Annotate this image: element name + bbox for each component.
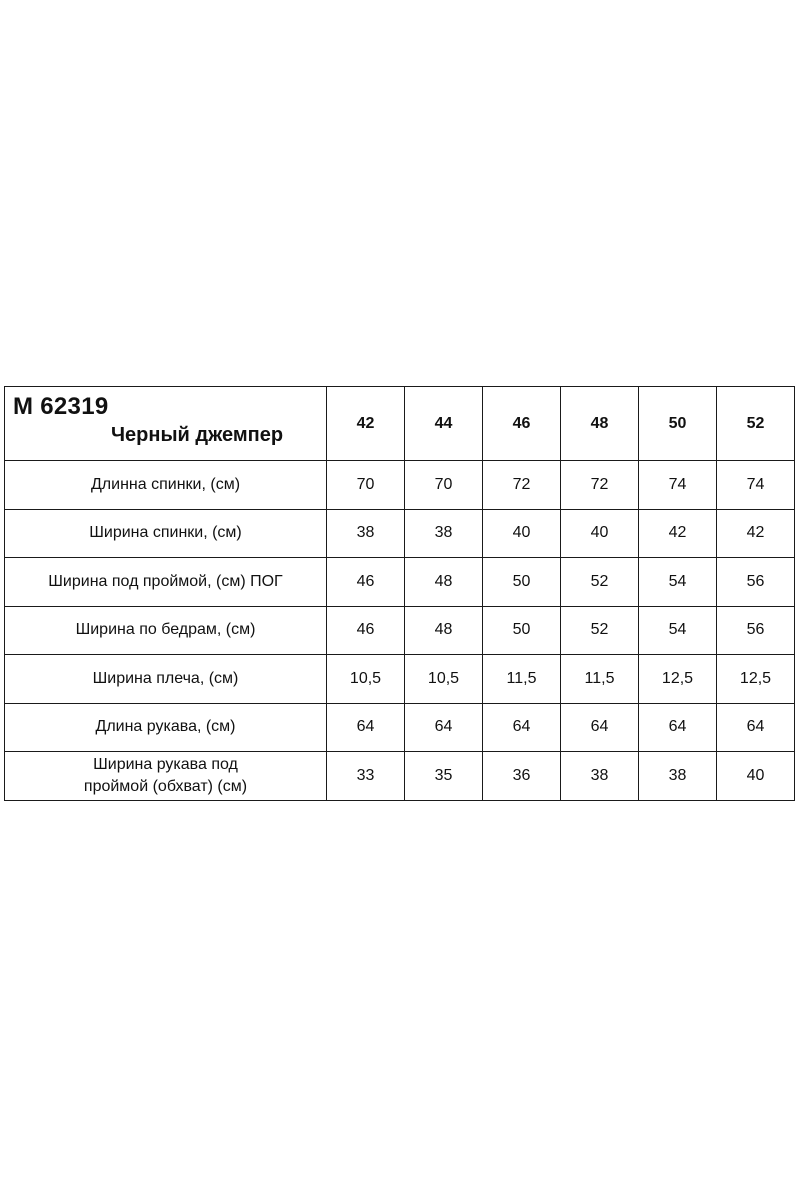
product-name: Черный джемпер (111, 424, 284, 446)
table-cell: 48 (405, 606, 483, 655)
table-cell: 50 (483, 558, 561, 607)
table-cell: 74 (717, 461, 795, 510)
table-cell: 50 (483, 606, 561, 655)
table-cell: 42 (639, 509, 717, 558)
table-row (5, 606, 795, 655)
table-cell: 70 (405, 461, 483, 510)
row-label-line: Ширина рукава под (93, 755, 238, 773)
table-cell: 46 (327, 558, 405, 607)
table-cell: 64 (717, 703, 795, 752)
table-cell: 40 (483, 509, 561, 558)
table-cell: 74 (639, 461, 717, 510)
table-cell: 38 (639, 752, 717, 801)
table-row (5, 461, 795, 510)
table-cell: 64 (639, 703, 717, 752)
table-cell: 54 (639, 606, 717, 655)
row-label: Ширина под проймой, (см) ПОГ (5, 558, 327, 607)
table-cell: 64 (483, 703, 561, 752)
row-label-line: проймой (обхват) (см) (83, 778, 248, 795)
table-row (5, 509, 795, 558)
table-cell: 52 (561, 558, 639, 607)
table-cell: 36 (483, 752, 561, 801)
header-row (5, 387, 795, 461)
table-cell: 11,5 (483, 655, 561, 704)
size-header: 42 (327, 387, 405, 461)
row-label: Ширина по бедрам, (см) (5, 606, 327, 655)
table-cell: 48 (405, 558, 483, 607)
size-header: 50 (639, 387, 717, 461)
table-cell: 38 (327, 509, 405, 558)
table-row (5, 752, 795, 801)
row-label: Длинна спинки, (см) (5, 461, 327, 510)
table-cell: 40 (561, 509, 639, 558)
table-cell: 70 (327, 461, 405, 510)
size-header: 46 (483, 387, 561, 461)
row-label (5, 752, 327, 801)
table-cell: 54 (639, 558, 717, 607)
table-row (5, 655, 795, 704)
table-row (5, 703, 795, 752)
table-cell: 12,5 (717, 655, 795, 704)
table-cell: 64 (561, 703, 639, 752)
table-cell: 52 (561, 606, 639, 655)
table-cell: 40 (717, 752, 795, 801)
table-cell: 46 (327, 606, 405, 655)
row-label: Ширина плеча, (см) (5, 655, 327, 704)
table-cell: 11,5 (561, 655, 639, 704)
size-header: 48 (561, 387, 639, 461)
table-cell: 10,5 (327, 655, 405, 704)
table-cell: 10,5 (405, 655, 483, 704)
title-cell (5, 387, 327, 461)
table-cell: 64 (405, 703, 483, 752)
size-header: 44 (405, 387, 483, 461)
size-header: 52 (717, 387, 795, 461)
table-row (5, 558, 795, 607)
size-chart-table (4, 386, 795, 801)
table-cell: 38 (405, 509, 483, 558)
table-cell: 64 (327, 703, 405, 752)
model-code: M 62319 (13, 393, 109, 420)
table-cell: 72 (483, 461, 561, 510)
table-cell: 72 (561, 461, 639, 510)
table-cell: 12,5 (639, 655, 717, 704)
table-cell: 33 (327, 752, 405, 801)
table-cell: 42 (717, 509, 795, 558)
row-label: Ширина спинки, (см) (5, 509, 327, 558)
table-cell: 56 (717, 558, 795, 607)
row-label: Длина рукава, (см) (5, 703, 327, 752)
table-cell: 38 (561, 752, 639, 801)
table-cell: 56 (717, 606, 795, 655)
table-cell: 35 (405, 752, 483, 801)
